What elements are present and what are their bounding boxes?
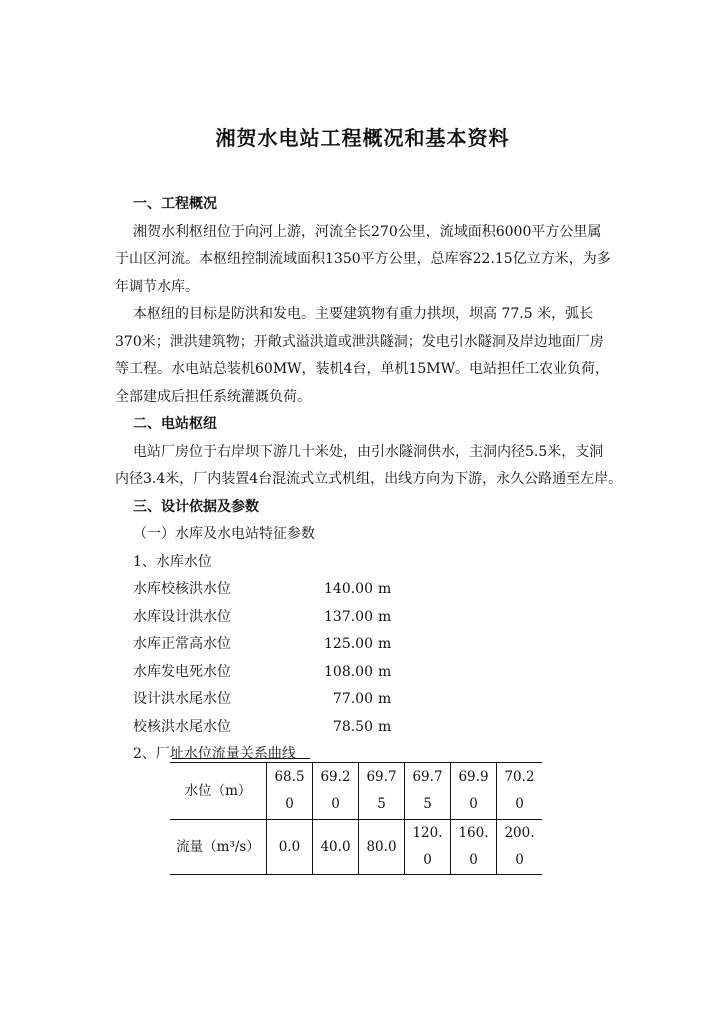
- paragraph-line: 370米；泄洪建筑物；开敞式溢洪道或泄洪隧洞；发电引水隧洞及岸边地面厂房: [115, 333, 604, 350]
- water-level-row: [115, 714, 635, 742]
- table-row: [170, 763, 542, 820]
- water-level-label: 水库设计洪水位: [133, 608, 231, 625]
- water-level-value: 137.00: [324, 608, 373, 625]
- table-cell: 69.7 5: [405, 763, 451, 820]
- paragraph-line: 电站厂房位于右岸坝下游几十米处，由引水隧洞供水，主洞内径5.5米，支洞: [133, 443, 604, 460]
- section-heading-overview: 一、工程概况: [133, 196, 217, 212]
- table-cell: 69.9 0: [451, 763, 497, 820]
- table-cell: 69.7 5: [359, 763, 405, 820]
- water-level-value: 125.00: [324, 636, 373, 652]
- item-heading: 2、厂址水位流量关系曲线: [133, 746, 296, 762]
- water-level-value: 140.00: [324, 581, 373, 597]
- table-cell: 70.2 0: [497, 763, 543, 820]
- paragraph-line: 年调节水库。: [115, 278, 199, 295]
- water-level-unit: m: [378, 636, 392, 652]
- water-level-unit: m: [378, 718, 392, 735]
- row-header-discharge: 流量（m³/s）: [176, 838, 260, 855]
- heading-underline: [172, 758, 310, 759]
- water-level-row: [115, 576, 635, 604]
- row-header-water-level: 水位（m）: [170, 763, 267, 820]
- section-heading-design: 三、设计依据及参数: [133, 498, 259, 515]
- section-heading-station: 二、电站枢纽: [133, 416, 217, 432]
- water-level-unit: m: [378, 691, 392, 707]
- table-cell: 160. 0: [451, 820, 497, 875]
- table-cell: 0.0: [267, 820, 313, 875]
- water-level-label: 设计洪水尾水位: [133, 691, 231, 707]
- water-level-row: [115, 604, 635, 632]
- paragraph-line: 全部建成后担任系统灌溉负荷。: [115, 388, 311, 405]
- water-level-row: [115, 659, 635, 687]
- table-cell: 200. 0: [497, 820, 543, 875]
- document-title: 湘贺水电站工程概况和基本资料: [215, 126, 510, 150]
- table-cell: 80.0: [359, 820, 405, 875]
- water-level-label: 水库发电死水位: [133, 663, 231, 680]
- paragraph-line: 于山区河流。本枢纽控制流域面积1350平方公里，总库容22.15亿立方米，为多: [115, 251, 611, 267]
- water-level-label: 水库正常高水位: [133, 636, 231, 652]
- water-level-unit: m: [378, 608, 392, 625]
- document-body: [115, 191, 635, 769]
- subsection-heading: （一）水库及水电站特征参数: [133, 526, 315, 542]
- water-level-unit: m: [378, 663, 392, 680]
- item-heading: 1、水库水位: [133, 553, 212, 570]
- table-row: [170, 820, 542, 875]
- water-level-value: 108.00: [324, 663, 373, 680]
- water-level-label: 校核洪水尾水位: [133, 718, 231, 735]
- table-cell: 120. 0: [405, 820, 451, 875]
- table-cell: 68.5 0: [267, 763, 313, 820]
- paragraph-line: 等工程。水电站总装机60MW，装机4台，单机15MW。电站担任工农业负荷，: [115, 361, 609, 377]
- stage-discharge-table: [170, 762, 542, 875]
- water-level-value: 78.50: [332, 718, 373, 735]
- paragraph-line: 湘贺水利枢纽位于向河上游，河流全长270公里，流域面积6000平方公里属: [133, 223, 602, 240]
- water-level-value: 77.00: [332, 691, 373, 707]
- water-level-label: 水库校核洪水位: [133, 581, 231, 597]
- water-level-row: [115, 631, 635, 659]
- paragraph-line: 本枢纽的目标是防洪和发电。主要建筑物有重力拱坝，坝高 77.5 米，弧长: [133, 306, 594, 322]
- paragraph-line: 内径3.4米，厂内装置4台混流式立式机组，出线方向为下游，永久公路通至左岸。: [115, 471, 623, 487]
- table-cell: 69.2 0: [313, 763, 359, 820]
- water-level-unit: m: [378, 581, 392, 597]
- water-level-row: [115, 686, 635, 714]
- table-cell: 40.0: [313, 820, 359, 875]
